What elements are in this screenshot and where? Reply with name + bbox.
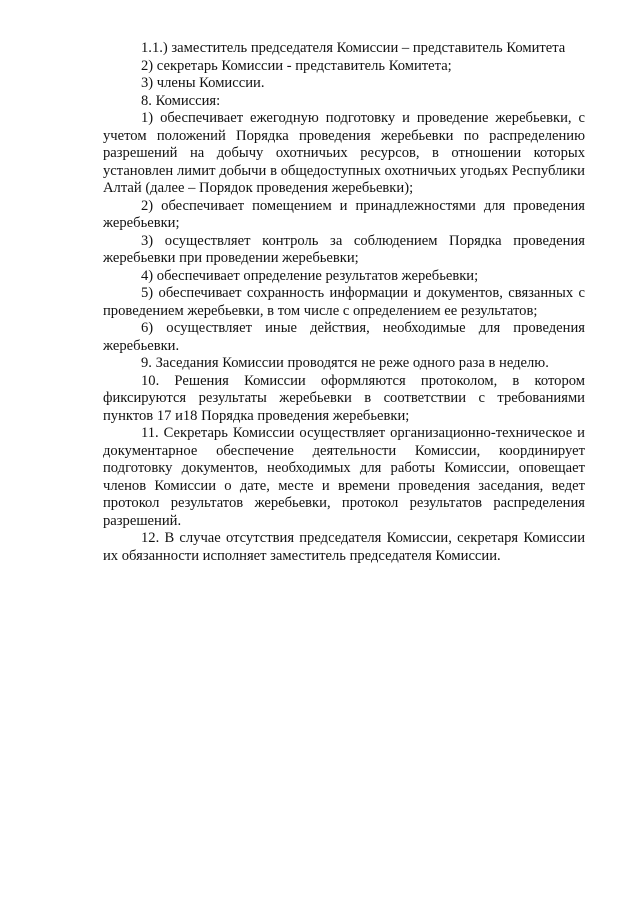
paragraph-8-5: 5) обеспечивает сохранность информации и документов, связанных с проведением жеребьевки, в том числе с определением ее результатов; <box>103 285 585 319</box>
paragraph-section-12: 12. В случае отсутствия председателя Комиссии, секретаря Комиссии их обязанности исполняет заместитель председателя Комиссии. <box>103 530 585 564</box>
paragraph-8-6: 6) осуществляет иные действия, необходимые для проведения жеребьевки. <box>103 320 585 354</box>
paragraph-section-10: 10. Решения Комиссии оформляются протоколом, в котором фиксируются результаты жеребьевки в соответствии с требованиями пунктов 17 и18 Порядка проведения жеребьевки; <box>103 372 585 424</box>
paragraph-1-1: 1.1.) заместитель председателя Комиссии – представитель Комитета <box>141 40 566 56</box>
document-page <box>103 40 585 565</box>
paragraph-section-8: 8. Комиссия: <box>141 92 221 109</box>
paragraph-3: 3) члены Комиссии. <box>141 75 265 91</box>
paragraph-8-4: 4) обеспечивает определение результатов жеребьевки; <box>141 267 479 284</box>
paragraph-8-2: 2) обеспечивает помещением и принадлежностями для проведения жеребьевки; <box>103 197 585 231</box>
paragraph-8-1: 1) обеспечивает ежегодную подготовку и проведение жеребьевки, с учетом положений Порядка проведения жеребьевки по распределению разрешений на добычу охотничьих ресурсов, в отношении которых установлен лимит добычи в общедоступных охотничьих угодьях Республики Алтай (далее – Порядок проведения жеребьевки); <box>103 110 585 196</box>
paragraph-8-3: 3) осуществляет контроль за соблюдением Порядка проведения жеребьевки при проведении жеребьевки; <box>103 232 585 266</box>
paragraph-section-11: 11. Секретарь Комиссии осуществляет организационно-техническое и документарное обеспечение деятельности Комиссии, координирует подготовку документов, необходимых для работы Комиссии, оповещает членов Комиссии о дате, месте и времени проведения заседания, ведет протокол результатов жеребьевки, протокол результатов распределения разрешений. <box>103 425 585 529</box>
paragraph-2: 2) секретарь Комиссии - представитель Комитета; <box>141 57 452 74</box>
paragraph-section-9: 9. Заседания Комиссии проводятся не реже одного раза в неделю. <box>141 355 549 371</box>
